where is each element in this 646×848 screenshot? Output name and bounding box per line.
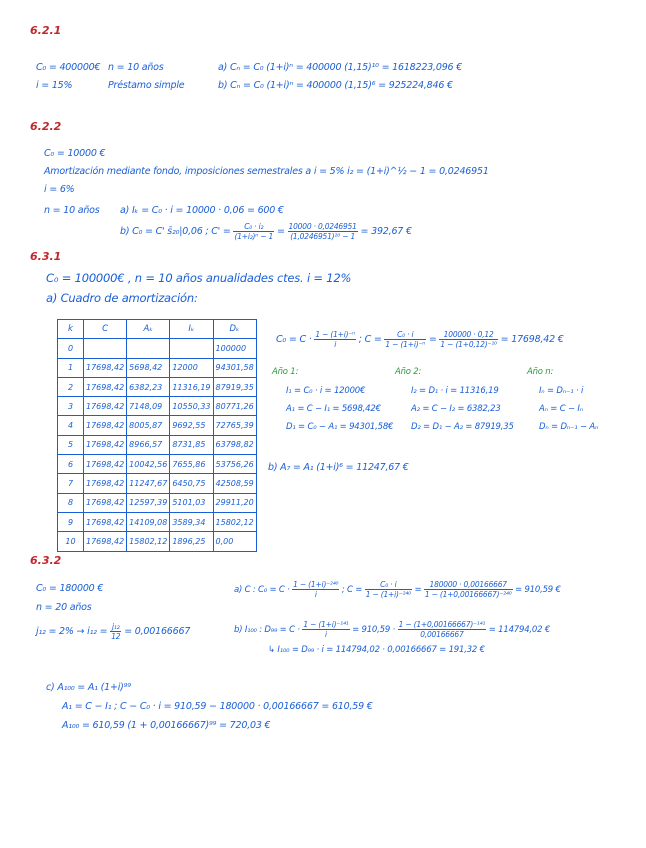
table-cell: 11316,19 — [170, 377, 213, 396]
s631-frac3: $\frac{100000 \cdot 0,12}{\text{1 − (1+0,12)⁻¹⁰}}$ — [440, 330, 497, 349]
table-cell: 100000 — [213, 339, 256, 358]
table-header-row — [58, 320, 257, 339]
table-cell: 17698,42 — [84, 493, 127, 512]
s631-frac1: $\frac{\text{1 − (1+i)⁻ⁿ}}{i}$ — [315, 330, 355, 349]
table-cell: 17698,42 — [84, 532, 127, 551]
s631-ano2-l1: I₂ = D₁ · i = 11316,19 — [411, 386, 499, 396]
heading-631: 6.3.1 — [30, 250, 62, 263]
table-cell — [127, 339, 170, 358]
table-cell: 17698,42 — [84, 474, 127, 493]
table-cell: 72765,39 — [213, 416, 256, 435]
s631-ano2-l3: D₂ = D₁ − A₂ = 87919,35 — [411, 422, 514, 432]
s631-formula: C₀ = C · $\frac{\text{1 − (1+i)⁻ⁿ}}{i}$ ; C = $\frac{\text{C₀ · i}}{\text{1 − (1+i)⁻ⁿ}}$ = $\frac{100000 \cdot 0,12}{\text{1 − (1+0,12)⁻¹⁰}}$ = 17698,42 € — [276, 330, 564, 349]
table-row — [58, 339, 257, 358]
heading-632: 6.3.2 — [30, 554, 62, 567]
table-cell: 8966,57 — [127, 435, 170, 454]
table-cell: 9692,55 — [170, 416, 213, 435]
table-cell: 1896,25 — [170, 532, 213, 551]
s621-n: n = 10 años — [108, 62, 164, 73]
table-cell: 0 — [58, 339, 84, 358]
s632-a-result: = 910,59 € — [515, 585, 561, 595]
table-cell: 7 — [58, 474, 84, 493]
table-cell — [84, 339, 127, 358]
s632-c-l2: A₁ = C − I₁ ; C − C₀ · i = 910,59 − 180000 · 0,00166667 = 610,59 € — [62, 701, 373, 712]
col-header-k: k — [58, 320, 84, 339]
table-cell: 5698,42 — [127, 358, 170, 377]
table-cell: 8005,87 — [127, 416, 170, 435]
col-header-d: Dₖ — [213, 320, 256, 339]
table-cell: 6 — [58, 455, 84, 474]
s622-line: Amortización mediante fondo, imposiciones semestrales a i = 5% i₂ = (1+i)^½ − 1 = 0,0246951 — [44, 166, 489, 177]
s631-anon-l2: Aₙ = C − Iₙ — [539, 404, 583, 414]
s632-a-frac2: $\frac{\text{C₀ · i}}{\text{1 − (1+i)⁻²⁴⁰}}$ — [365, 580, 411, 599]
table-cell: 5 — [58, 435, 84, 454]
s632-b-line2: ↳ I₁₀₀ = D₉₉ · i = 114794,02 · 0,00166667 = 191,32 € — [268, 645, 485, 655]
s631-frac2: $\frac{\text{C₀ · i}}{\text{1 − (1+i)⁻ⁿ}}$ — [385, 330, 425, 349]
table-row — [58, 397, 257, 416]
s632-b-frac1: $\frac{\text{1 − (1+i)⁻¹⁴¹}}{i}$ — [303, 620, 349, 639]
table-cell: 12000 — [170, 358, 213, 377]
s632-c-l1: c) A₁₀₀ = A₁ (1+i)⁹⁹ — [46, 682, 131, 693]
table-cell: 53756,26 — [213, 455, 256, 474]
amortization-table — [57, 319, 257, 552]
table-row — [58, 474, 257, 493]
s632-a-frac1: $\frac{\text{1 − (1+i)⁻²⁴⁰}}{i}$ — [293, 580, 339, 599]
s631-ano1-title: Año 1: — [272, 367, 299, 377]
s631-ano2-title: Año 2: — [395, 367, 422, 377]
table-row — [58, 358, 257, 377]
table-cell: 17698,42 — [84, 416, 127, 435]
table-cell: 15802,12 — [127, 532, 170, 551]
table-cell: 42508,59 — [213, 474, 256, 493]
s631-b: b) A₇ = A₁ (1+i)⁶ = 11247,67 € — [268, 462, 409, 473]
s622-n: n = 10 años — [44, 205, 100, 216]
table-cell — [170, 339, 213, 358]
s622-b-result: = 392,67 € — [360, 226, 412, 237]
s621-i: i = 15% — [36, 80, 73, 91]
table-cell: 14109,08 — [127, 512, 170, 531]
table-cell: 10550,33 — [170, 397, 213, 416]
table-cell: 63798,82 — [213, 435, 256, 454]
heading-622: 6.2.2 — [30, 120, 62, 133]
table-cell: 29911,20 — [213, 493, 256, 512]
table-cell: 6450,75 — [170, 474, 213, 493]
col-header-i: Iₖ — [170, 320, 213, 339]
table-cell: 80771,26 — [213, 397, 256, 416]
heading-621: 6.2.1 — [30, 24, 62, 37]
table-cell: 10 — [58, 532, 84, 551]
table-cell: 11247,67 — [127, 474, 170, 493]
table-row — [58, 493, 257, 512]
table-cell: 9 — [58, 512, 84, 531]
s622-i: i = 6% — [44, 184, 75, 195]
table-cell: 94301,58 — [213, 358, 256, 377]
s631-anon-l3: Dₙ = Dₙ₋₁ − Aₙ — [539, 422, 599, 432]
s631-line1: C₀ = 100000€ , n = 10 años anualidades ctes. i = 12% — [46, 271, 352, 285]
table-cell: 10042,56 — [127, 455, 170, 474]
table-cell: 1 — [58, 358, 84, 377]
col-header-c: C — [84, 320, 127, 339]
table-cell: 7148,09 — [127, 397, 170, 416]
s632-b-result: = 114794,02 € — [488, 625, 551, 635]
table-row — [58, 435, 257, 454]
table-cell: 8 — [58, 493, 84, 512]
table-cell: 5101,03 — [170, 493, 213, 512]
table-row — [58, 416, 257, 435]
table-cell: 7655,86 — [170, 455, 213, 474]
table-cell: 3 — [58, 397, 84, 416]
s632-b: b) I₁₀₀ : D₉₉ = C · $\frac{\text{1 − (1+i)⁻¹⁴¹}}{i}$ = 910,59 · $\frac{\text{1 − (1+0,00166667)⁻¹⁴¹}}{0,00166667}$ = 114794,02 € — [234, 620, 551, 639]
s631-ano2-l2: A₂ = C − I₂ = 6382,23 — [411, 404, 501, 414]
table-cell: 4 — [58, 416, 84, 435]
s631-formula-result: = 17698,42 € — [500, 334, 564, 345]
s632-j12-frac: $\frac{\text{j₁₂}}{12}$ — [111, 622, 121, 641]
table-cell: 17698,42 — [84, 512, 127, 531]
s631-ano1-l1: I₁ = C₀ · i = 12000€ — [286, 386, 366, 396]
table-cell: 17698,42 — [84, 358, 127, 377]
s632-j12: j₁₂ = 2% → i₁₂ = $\frac{\text{j₁₂}}{12}$ = 0,00166667 — [36, 622, 191, 641]
table-row — [58, 455, 257, 474]
table-cell: 6382,23 — [127, 377, 170, 396]
s622-a: a) Iₖ = C₀ · i = 10000 · 0,06 = 600 € — [120, 205, 284, 216]
table-cell: 87919,35 — [213, 377, 256, 396]
s621-b: b) Cₙ = C₀ (1+i)ⁿ = 400000 (1,15)⁶ = 925224,846 € — [218, 80, 453, 91]
s621-a: a) Cₙ = C₀ (1+i)ⁿ = 400000 (1,15)¹⁰ = 1618223,096 € — [218, 62, 463, 73]
table-cell: 17698,42 — [84, 435, 127, 454]
s632-a-frac3: $\frac{180000 \cdot 0,00166667}{\text{1 − (1+0,00166667)⁻²⁴⁰}}$ — [424, 580, 512, 599]
table-row — [58, 532, 257, 551]
table-row — [58, 377, 257, 396]
s631-line2: a) Cuadro de amortización: — [46, 291, 198, 305]
s632-c0: C₀ = 180000 € — [36, 583, 104, 594]
s632-c-l3: A₁₀₀ = 610,59 (1 + 0,00166667)⁹⁹ = 720,03 € — [62, 720, 271, 731]
s621-prestamo: Préstamo simple — [108, 80, 185, 91]
s622-b-pre: b) C₀ = C' s̄₂₀|0,06 ; C' = — [120, 226, 231, 237]
table-cell: 17698,42 — [84, 455, 127, 474]
s631-anon-l1: Iₙ = Dₙ₋₁ · i — [539, 386, 584, 396]
s621-c0: C₀ = 400000€ — [36, 62, 101, 73]
col-header-a: Aₖ — [127, 320, 170, 339]
s631-ano1-l2: A₁ = C − I₁ = 5698,42€ — [286, 404, 381, 414]
s622-b: b) C₀ = C' s̄₂₀|0,06 ; C' = $\frac{\text{C₀ · i₂}}{\text{(1+i₂)ⁿ − 1}}$ = $\frac{10000 \cdot 0,0246951}{\text{(1,0246951)²⁰ − 1}}$ = 392,67 € — [120, 222, 412, 241]
table-cell: 2 — [58, 377, 84, 396]
table-cell: 3589,34 — [170, 512, 213, 531]
table-cell: 12597,39 — [127, 493, 170, 512]
s632-a: a) C : C₀ = C · $\frac{\text{1 − (1+i)⁻²⁴⁰}}{i}$ ; C = $\frac{\text{C₀ · i}}{\text{1 − (1+i)⁻²⁴⁰}}$ = $\frac{180000 \cdot 0,00166667}{\text{1 − (1+0,00166667)⁻²⁴⁰}}$ = 910,59 € — [234, 580, 561, 599]
s632-n: n = 20 años — [36, 602, 92, 613]
s632-b-frac2: $\frac{\text{1 − (1+0,00166667)⁻¹⁴¹}}{0,00166667}$ — [398, 620, 486, 639]
s622-b-frac1: $\frac{\text{C₀ · i₂}}{\text{(1+i₂)ⁿ − 1}}$ — [234, 222, 274, 241]
s622-b-frac2: $\frac{10000 \cdot 0,0246951}{\text{(1,0246951)²⁰ − 1}}$ — [288, 222, 357, 241]
table-cell: 15802,12 — [213, 512, 256, 531]
table-row — [58, 512, 257, 531]
table-cell: 8731,85 — [170, 435, 213, 454]
s622-c0: C₀ = 10000 € — [44, 148, 106, 159]
s631-anon-title: Año n: — [527, 367, 554, 377]
table-cell: 17698,42 — [84, 377, 127, 396]
s631-ano1-l3: D₁ = C₀ − A₁ = 94301,58€ — [286, 422, 394, 432]
table-cell: 0,00 — [213, 532, 256, 551]
table-cell: 17698,42 — [84, 397, 127, 416]
